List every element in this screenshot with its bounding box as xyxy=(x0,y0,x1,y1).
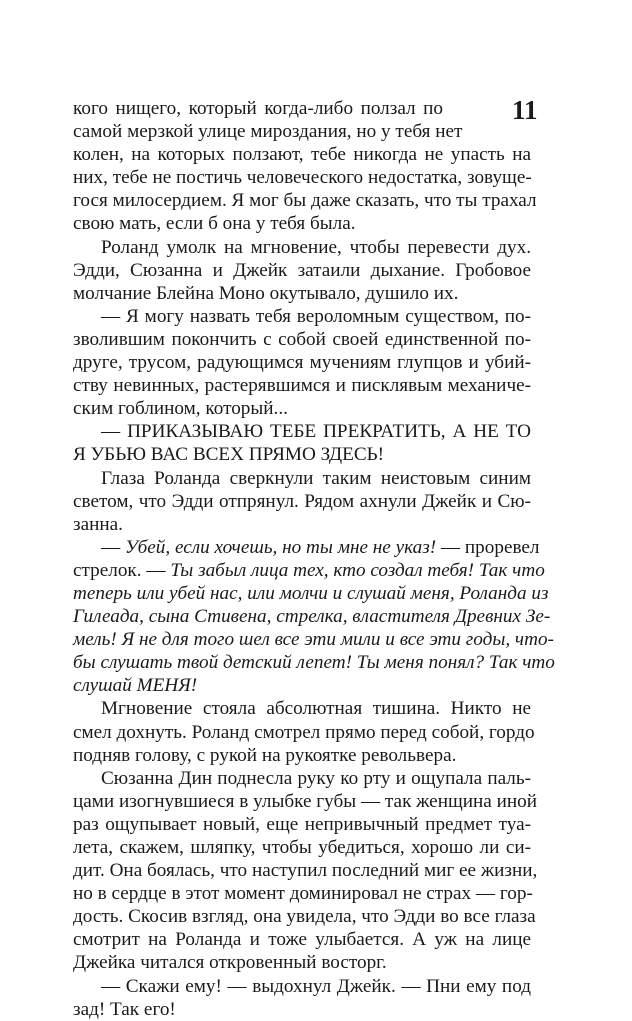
text-segment: — Я могу назвать тебя вероломным существом, по- xyxy=(101,305,531,327)
text-segment: Глаза Роланда сверкнули таким неистовым синим xyxy=(101,467,531,489)
text-line xyxy=(73,767,531,790)
text-segment: но в сердце в этот момент доминировал не страх — гор- xyxy=(73,883,533,905)
text-line xyxy=(73,467,531,490)
italic-segment: бы слушать твой детский лепет! Ты меня понял? Так что xyxy=(73,652,555,674)
text-line xyxy=(73,928,531,951)
text-line xyxy=(73,975,531,998)
text-segment: — Скажи ему! — выдохнул Джейк. — Пни ему под xyxy=(101,975,531,997)
text-line xyxy=(73,951,531,974)
text-segment: зволившим покончить с собой своей единственной по- xyxy=(73,328,531,350)
text-line xyxy=(73,674,531,697)
page-number: 11 xyxy=(512,95,538,125)
text-line xyxy=(73,536,540,559)
text-line xyxy=(73,351,531,374)
text-segment: кого нищего, который когда-либо ползал по xyxy=(73,98,443,119)
text-segment: раз ощупывает новый, еще непривычный предмет туа- xyxy=(73,813,531,835)
text-line xyxy=(73,143,531,166)
text-segment: — ПРИКАЗЫВАЮ ТЕБЕ ПРЕКРАТИТЬ, А НЕ ТО xyxy=(101,421,531,443)
text-line xyxy=(73,905,536,928)
text-segment: гося милосердием. Я мог бы даже сказать, что ты трахал xyxy=(73,190,537,212)
italic-segment: слушай МЕНЯ! xyxy=(73,675,198,697)
text-line xyxy=(73,259,531,282)
text-segment: Сюзанна Дин поднесла руку ко рту и ощупала паль- xyxy=(101,767,531,789)
text-line xyxy=(73,582,549,605)
text-segment: занна. xyxy=(73,513,123,535)
text-line xyxy=(73,120,463,143)
body-text xyxy=(73,97,555,1021)
text-segment: колен, на которых ползают, тебе никогда не упасть на xyxy=(73,144,531,166)
text-segment: светом, что Эдди отпрянул. Рядом ахнули Джейк и Сю- xyxy=(73,490,531,512)
text-line xyxy=(73,998,531,1021)
text-line xyxy=(73,744,531,767)
text-line xyxy=(73,836,531,859)
text-segment: них, тебе не постичь человеческого недостатка, зовуще- xyxy=(73,167,532,189)
text-line xyxy=(73,443,531,466)
text-segment: ским гоблином, который... xyxy=(73,398,288,420)
text-line xyxy=(73,628,554,651)
text-line xyxy=(73,605,551,628)
text-segment: зад! Так его! xyxy=(73,998,176,1020)
text-line xyxy=(73,189,537,212)
text-segment: смотрит на Роланда и тоже улыбается. А уж на лице xyxy=(73,929,531,951)
text-segment: стрелок. — xyxy=(73,559,171,581)
text-line xyxy=(73,790,537,813)
text-segment: Я УБЬЮ ВАС ВСЕХ ПРЯМО ЗДЕСЬ! xyxy=(73,444,385,466)
text-segment: Джейка читался откровенный восторг. xyxy=(73,952,387,974)
text-line xyxy=(73,305,531,328)
text-segment: смел дохнуть. Роланд смотрел прямо перед собой, гордо xyxy=(73,721,535,743)
text-line xyxy=(73,374,531,397)
text-segment: самой мерзкой улице мироздания, но у тебя нет xyxy=(73,121,463,143)
text-line xyxy=(73,212,531,235)
text-line xyxy=(73,697,531,720)
text-segment: ству невинных, растерявшимся и писклявым механиче- xyxy=(73,375,531,397)
text-line xyxy=(73,420,531,443)
text-line xyxy=(73,721,535,744)
text-line xyxy=(73,559,545,582)
text-line xyxy=(73,813,531,836)
text-line xyxy=(73,236,531,259)
italic-segment: Гилеада, сына Стивена, стрелка, властителя Древних Зе- xyxy=(73,606,551,628)
text-segment: подняв голову, с рукой на рукоятке револьвера. xyxy=(73,744,457,766)
text-line xyxy=(73,97,443,120)
text-segment: — xyxy=(101,536,125,558)
text-line xyxy=(73,882,531,905)
text-segment: Эдди, Сюзанна и Джейк затаили дыхание. Гробовое xyxy=(73,259,531,281)
text-segment: молчание Блейна Моно окутывало, душило их. xyxy=(73,282,459,304)
italic-segment: теперь или убей нас, или молчи и слушай меня, Роланда из xyxy=(73,582,549,604)
text-line xyxy=(73,513,531,536)
text-line xyxy=(73,490,531,513)
italic-segment: Убей, если хочешь, но ты мне не указ! xyxy=(124,536,437,558)
text-line xyxy=(73,397,531,420)
text-segment: дит. Она боялась, что наступил последний миг ее жизни, xyxy=(73,860,538,882)
text-line xyxy=(73,859,538,882)
text-segment: Роланд умолк на мгновение, чтобы перевести дух. xyxy=(101,236,531,258)
text-line xyxy=(73,166,531,189)
text-line xyxy=(73,328,531,351)
text-segment: — проревел xyxy=(436,536,540,558)
italic-segment: мель! Я не для того шел все эти мили и все эти годы, что- xyxy=(73,629,554,651)
text-segment: друге, трусом, радующимся мучениям глупцов и убий- xyxy=(73,352,531,374)
text-segment: Мгновение стояла абсолютная тишина. Никто не xyxy=(101,698,531,720)
text-line xyxy=(73,282,531,305)
text-segment: цами изогнувшиеся в улыбке губы — так женщина иной xyxy=(73,790,537,812)
text-segment: свою мать, если б она у тебя была. xyxy=(73,213,356,235)
text-segment: дость. Скосив взгляд, она увидела, что Эдди во все глаза xyxy=(73,906,536,928)
italic-segment: Ты забыл лица тех, кто создал тебя! Так что xyxy=(170,559,545,581)
text-segment: лета, скажем, шляпку, чтобы убедиться, хорошо ли си- xyxy=(73,837,531,858)
text-line xyxy=(73,651,555,674)
